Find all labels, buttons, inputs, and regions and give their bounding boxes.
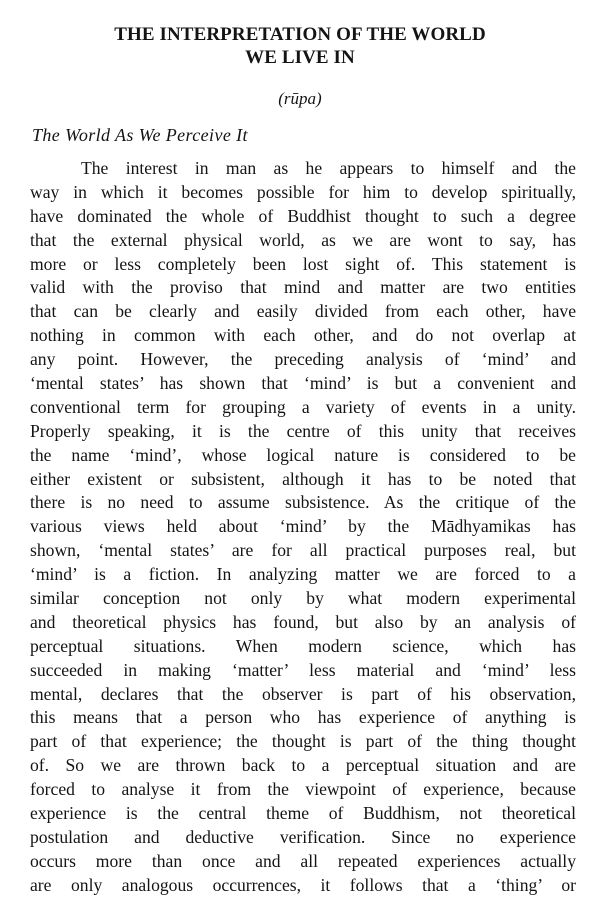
- text-line: are only analogous occurrences, it follows that a ‘thing’ or: [30, 874, 576, 895]
- text-line: ‘mental states’ has shown that ‘mind’ is but a convenient and: [30, 373, 576, 394]
- text-line: of. So we are thrown back to a perceptual situation and are: [30, 755, 576, 776]
- text-line: mental, declares that the observer is part of his observation,: [30, 683, 576, 704]
- text-line: valid with the proviso that mind and matter are two entities: [30, 277, 576, 298]
- text-line: shown, ‘mental states’ are for all practical purposes real, but: [30, 540, 576, 561]
- body-paragraph: [30, 157, 576, 898]
- chapter-title-line-2: WE LIVE IN: [245, 47, 355, 68]
- chapter-title-line-1: THE INTERPRETATION OF THE WORLD: [114, 24, 486, 45]
- text-line: more or less completely been lost sight of. This statement is: [30, 253, 576, 274]
- text-line: this means that a person who has experience of anything is: [30, 707, 576, 728]
- text-line: various views held about ‘mind’ by the Mādhyamikas has: [30, 516, 576, 537]
- text-line: succeeded in making ‘matter’ less material and ‘mind’ less: [30, 659, 576, 680]
- text-line: perceptual situations. When modern science, which has: [30, 635, 576, 656]
- text-line: there is no need to assume subsistence. As the critique of the: [30, 492, 576, 513]
- text-line: the name ‘mind’, whose logical nature is considered to be: [30, 444, 576, 465]
- text-line: postulation and deductive verification. Since no experience: [30, 826, 576, 847]
- text-line: and theoretical physics has found, but also by an analysis of: [30, 611, 576, 632]
- text-line: that the external physical world, as we are wont to say, has: [30, 229, 576, 250]
- text-line: either existent or subsistent, although it has to be noted that: [30, 468, 576, 489]
- text-line: have dominated the whole of Buddhist thought to such a degree: [30, 205, 576, 226]
- text-line: way in which it becomes possible for him to develop spiritually,: [30, 181, 576, 202]
- text-line: experience is the central theme of Buddhism, not theoretical: [30, 803, 576, 824]
- section-heading: The World As We Perceive It: [32, 125, 248, 145]
- text-line: nothing in common with each other, and do not overlap at: [30, 325, 576, 346]
- chapter-subtitle: (rūpa): [278, 89, 322, 108]
- text-line: that can be clearly and easily divided from each other, have: [30, 301, 576, 322]
- text-line: ‘mind’ is a fiction. In analyzing matter we are forced to a: [30, 564, 576, 585]
- text-line: any point. However, the preceding analysis of ‘mind’ and: [30, 349, 576, 370]
- text-line: forced to analyse it from the viewpoint of experience, because: [30, 779, 576, 800]
- text-line: Properly speaking, it is the centre of this unity that receives: [30, 420, 576, 441]
- text-line: conventional term for grouping a variety of events in a unity.: [30, 396, 576, 417]
- text-line: part of that experience; the thought is part of the thing thought: [30, 731, 576, 752]
- text-line: occurs more than once and all repeated experiences actually: [30, 850, 576, 871]
- text-line: The interest in man as he appears to himself and the: [81, 158, 576, 178]
- text-line: similar conception not only by what modern experimental: [30, 588, 576, 609]
